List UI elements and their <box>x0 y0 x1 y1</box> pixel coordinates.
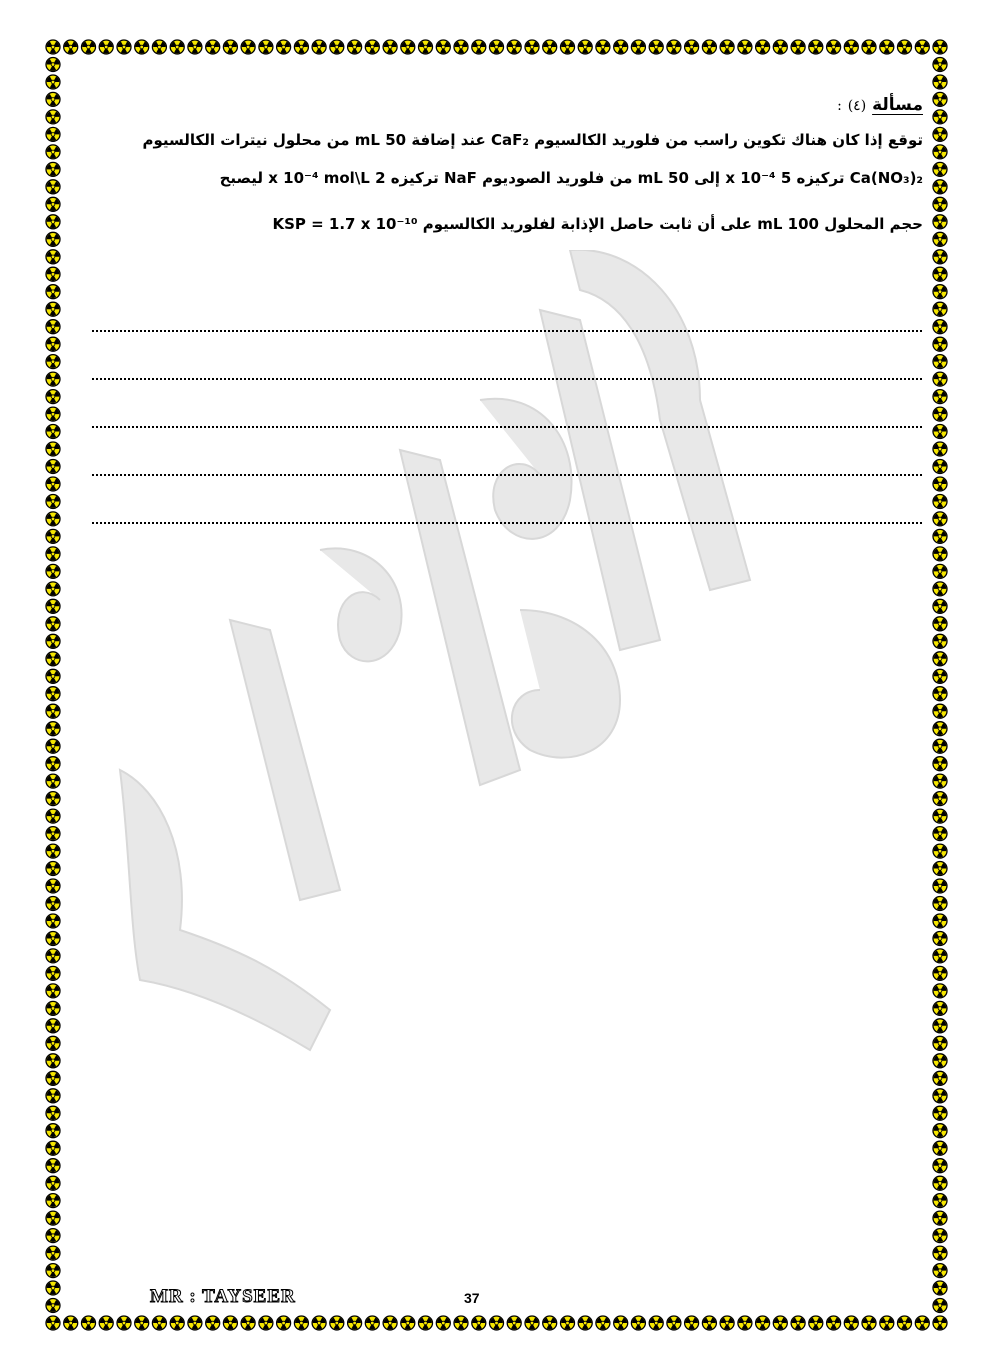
answer-line[interactable] <box>92 476 922 524</box>
radiation-icon <box>46 704 60 718</box>
radiation-icon <box>933 407 947 421</box>
radiation-icon <box>933 302 947 316</box>
radiation-icon <box>330 1316 344 1330</box>
radiation-icon <box>933 1281 947 1295</box>
radiation-icon <box>933 879 947 893</box>
radiation-icon <box>880 1316 894 1330</box>
radiation-icon <box>64 40 78 54</box>
radiation-icon <box>46 512 60 526</box>
radiation-icon <box>933 1299 947 1313</box>
radiation-icon <box>862 40 876 54</box>
radiation-icon <box>46 425 60 439</box>
radiation-icon <box>578 40 592 54</box>
radiation-icon <box>827 40 841 54</box>
radiation-icon <box>46 739 60 753</box>
radiation-icon <box>46 529 60 543</box>
answer-area <box>92 284 922 524</box>
radiation-icon <box>933 337 947 351</box>
radiation-icon <box>933 1036 947 1050</box>
radiation-icon <box>46 1001 60 1015</box>
radiation-icon <box>933 1071 947 1085</box>
radiation-icon <box>933 355 947 369</box>
radiation-icon <box>259 1316 273 1330</box>
radiation-icon <box>135 40 149 54</box>
radiation-icon <box>543 1316 557 1330</box>
radiation-icon <box>933 1264 947 1278</box>
radiation-icon <box>294 40 308 54</box>
radiation-icon <box>46 1141 60 1155</box>
radiation-icon <box>933 1176 947 1190</box>
radiation-icon <box>46 1316 60 1330</box>
problem-content <box>75 92 923 247</box>
radiation-icon <box>383 40 397 54</box>
radiation-icon <box>933 1159 947 1173</box>
radiation-icon <box>898 1316 912 1330</box>
radiation-icon <box>827 1316 841 1330</box>
radiation-icon <box>685 1316 699 1330</box>
radiation-icon <box>46 949 60 963</box>
radiation-icon <box>933 250 947 264</box>
radiation-icon <box>933 652 947 666</box>
radiation-icon <box>490 40 504 54</box>
radiation-icon <box>933 197 947 211</box>
answer-line[interactable] <box>92 332 922 380</box>
radiation-icon <box>99 40 113 54</box>
radiation-icon <box>46 92 60 106</box>
radiation-icon <box>436 1316 450 1330</box>
radiation-icon <box>46 110 60 124</box>
radiation-icon <box>933 495 947 509</box>
radiation-icon <box>933 215 947 229</box>
radiation-icon <box>294 1316 308 1330</box>
radiation-icon <box>46 215 60 229</box>
radiation-icon <box>46 564 60 578</box>
radiation-icon <box>46 460 60 474</box>
radiation-icon <box>933 390 947 404</box>
radiation-icon <box>135 1316 149 1330</box>
radiation-icon <box>915 40 929 54</box>
question-line-3: حجم المحلول 100 mL على أن ثابت حاصل الإذابة لفلوريد الكالسيوم KSP = 1.7 x 10⁻¹⁰ <box>272 215 923 233</box>
radiation-icon <box>46 1019 60 1033</box>
radiation-icon <box>348 1316 362 1330</box>
radiation-icon <box>720 40 734 54</box>
radiation-icon <box>933 634 947 648</box>
radiation-icon <box>933 75 947 89</box>
radiation-icon <box>223 40 237 54</box>
radiation-icon <box>933 582 947 596</box>
radiation-icon <box>933 267 947 281</box>
answer-line[interactable] <box>92 284 922 332</box>
radiation-icon <box>46 687 60 701</box>
radiation-icon <box>933 739 947 753</box>
radiation-icon <box>933 110 947 124</box>
radiation-icon <box>46 1054 60 1068</box>
radiation-icon <box>933 1211 947 1225</box>
radiation-icon <box>206 1316 220 1330</box>
radiation-icon <box>46 1036 60 1050</box>
radiation-icon <box>46 1229 60 1243</box>
radiation-icon <box>383 1316 397 1330</box>
radiation-icon <box>46 1194 60 1208</box>
radiation-icon <box>259 40 273 54</box>
radiation-icon <box>561 1316 575 1330</box>
radiation-icon <box>206 40 220 54</box>
radiation-icon <box>933 897 947 911</box>
radiation-icon <box>82 40 96 54</box>
radiation-icon <box>933 180 947 194</box>
radiation-icon <box>46 652 60 666</box>
radiation-icon <box>46 180 60 194</box>
radiation-icon <box>46 827 60 841</box>
radiation-icon <box>933 1054 947 1068</box>
radiation-icon <box>46 1106 60 1120</box>
problem-colon: : <box>837 98 842 114</box>
radiation-icon <box>46 127 60 141</box>
radiation-icon <box>933 460 947 474</box>
radiation-icon <box>46 1176 60 1190</box>
radiation-icon <box>525 40 539 54</box>
radiation-icon <box>454 1316 468 1330</box>
radiation-icon <box>46 145 60 159</box>
radiation-icon <box>933 914 947 928</box>
radiation-icon <box>773 1316 787 1330</box>
radiation-icon <box>401 40 415 54</box>
radiation-icon <box>933 547 947 561</box>
radiation-icon <box>277 40 291 54</box>
radiation-icon <box>46 1211 60 1225</box>
radiation-icon <box>46 320 60 334</box>
radiation-icon <box>365 1316 379 1330</box>
radiation-icon <box>933 1019 947 1033</box>
author-signature: MR : TAYSEER <box>150 1286 296 1307</box>
radiation-icon <box>933 1106 947 1120</box>
radiation-icon <box>46 757 60 771</box>
radiation-icon <box>933 477 947 491</box>
radiation-icon <box>649 40 663 54</box>
radiation-icon <box>46 495 60 509</box>
radiation-icon <box>312 1316 326 1330</box>
radiation-icon <box>898 40 912 54</box>
radiation-icon <box>46 1124 60 1138</box>
radiation-icon <box>933 1141 947 1155</box>
radiation-icon <box>46 407 60 421</box>
radiation-icon <box>507 40 521 54</box>
radiation-icon <box>933 687 947 701</box>
radiation-icon <box>46 372 60 386</box>
radiation-icon <box>82 1316 96 1330</box>
radiation-icon <box>667 40 681 54</box>
radiation-icon <box>933 827 947 841</box>
radiation-icon <box>933 669 947 683</box>
radiation-icon <box>933 58 947 72</box>
radiation-icon <box>46 774 60 788</box>
radiation-icon <box>933 722 947 736</box>
radiation-icon <box>46 966 60 980</box>
radiation-icon <box>46 337 60 351</box>
radiation-icon <box>933 1089 947 1103</box>
radiation-icon <box>933 862 947 876</box>
radiation-icon <box>933 949 947 963</box>
radiation-icon <box>46 669 60 683</box>
radiation-icon <box>46 75 60 89</box>
radiation-icon <box>241 40 255 54</box>
radiation-icon <box>862 1316 876 1330</box>
radiation-icon <box>46 1264 60 1278</box>
radiation-icon <box>46 1089 60 1103</box>
radiation-icon <box>933 512 947 526</box>
problem-title <box>75 92 923 119</box>
radiation-icon <box>46 1071 60 1085</box>
radiation-icon <box>46 722 60 736</box>
radiation-icon <box>756 40 770 54</box>
radiation-icon <box>720 1316 734 1330</box>
radiation-icon <box>46 232 60 246</box>
radiation-icon <box>933 932 947 946</box>
radiation-icon <box>507 1316 521 1330</box>
radiation-icon <box>46 582 60 596</box>
radiation-icon <box>46 914 60 928</box>
radiation-icon <box>809 40 823 54</box>
radiation-icon <box>773 40 787 54</box>
radiation-icon <box>170 1316 184 1330</box>
radiation-icon <box>472 1316 486 1330</box>
radiation-icon <box>933 145 947 159</box>
radiation-icon <box>46 547 60 561</box>
radiation-icon <box>596 40 610 54</box>
radiation-icon <box>667 1316 681 1330</box>
radiation-icon <box>933 372 947 386</box>
radiation-icon <box>223 1316 237 1330</box>
radiation-icon <box>454 40 468 54</box>
radiation-icon <box>791 40 805 54</box>
radiation-icon <box>46 599 60 613</box>
answer-line[interactable] <box>92 380 922 428</box>
radiation-icon <box>543 40 557 54</box>
radiation-icon <box>702 1316 716 1330</box>
radiation-icon <box>46 162 60 176</box>
radiation-icon <box>844 1316 858 1330</box>
radiation-icon <box>791 1316 805 1330</box>
radiation-icon <box>46 617 60 631</box>
radiation-icon <box>241 1316 255 1330</box>
radiation-icon <box>933 1001 947 1015</box>
radiation-icon <box>933 1194 947 1208</box>
radiation-icon <box>578 1316 592 1330</box>
radiation-icon <box>933 285 947 299</box>
radiation-icon <box>46 634 60 648</box>
radiation-icon <box>46 984 60 998</box>
radiation-icon <box>933 1229 947 1243</box>
radiation-icon <box>117 1316 131 1330</box>
radiation-icon <box>312 40 326 54</box>
radiation-icon <box>99 1316 113 1330</box>
radiation-icon <box>46 792 60 806</box>
radiation-icon <box>46 390 60 404</box>
radiation-icon <box>117 40 131 54</box>
radiation-icon <box>933 425 947 439</box>
radiation-icon <box>64 1316 78 1330</box>
radiation-icon <box>738 1316 752 1330</box>
radiation-icon <box>933 1246 947 1260</box>
radiation-icon <box>933 844 947 858</box>
radiation-icon <box>933 92 947 106</box>
question-line-1: توقع إذا كان هناك تكوين راسب من فلوريد الكالسيوم CaF₂ عند إضافة 50 mL من محلول نيترات الكالسيوم <box>142 131 923 149</box>
radiation-icon <box>330 40 344 54</box>
radiation-icon <box>188 1316 202 1330</box>
radiation-icon <box>933 442 947 456</box>
radiation-icon <box>365 40 379 54</box>
radiation-icon <box>933 809 947 823</box>
radiation-icon <box>188 40 202 54</box>
radiation-icon <box>46 40 60 54</box>
radiation-icon <box>738 40 752 54</box>
radiation-icon <box>614 40 628 54</box>
radiation-icon <box>46 285 60 299</box>
radiation-icon <box>631 1316 645 1330</box>
radiation-icon <box>46 809 60 823</box>
radiation-icon <box>401 1316 415 1330</box>
radiation-icon <box>46 197 60 211</box>
radiation-icon <box>419 1316 433 1330</box>
radiation-icon <box>46 897 60 911</box>
radiation-icon <box>915 1316 929 1330</box>
radiation-icon <box>933 599 947 613</box>
radiation-icon <box>933 320 947 334</box>
radiation-icon <box>933 529 947 543</box>
question-line-2: Ca(NO₃)₂ تركيزه 5 x 10⁻⁴ إلى 50 mL من فلوريد الصوديوم NaF تركيزه 2 x 10⁻⁴ mol\L ليصبح <box>219 169 923 187</box>
radiation-icon <box>46 267 60 281</box>
problem-label: مسألة <box>872 95 923 115</box>
radiation-icon <box>46 879 60 893</box>
radiation-icon <box>933 984 947 998</box>
radiation-icon <box>490 1316 504 1330</box>
radiation-icon <box>525 1316 539 1330</box>
radiation-icon <box>170 40 184 54</box>
radiation-icon <box>348 40 362 54</box>
radiation-icon <box>809 1316 823 1330</box>
radiation-icon <box>933 617 947 631</box>
radiation-icon <box>933 162 947 176</box>
radiation-icon <box>46 862 60 876</box>
radiation-icon <box>46 1281 60 1295</box>
radiation-icon <box>46 844 60 858</box>
radiation-icon <box>933 966 947 980</box>
radiation-icon <box>277 1316 291 1330</box>
radiation-icon <box>46 932 60 946</box>
radiation-icon <box>419 40 433 54</box>
problem-number: (٤) <box>847 98 867 114</box>
page-number: 37 <box>464 1290 480 1306</box>
radiation-icon <box>933 792 947 806</box>
radiation-icon <box>436 40 450 54</box>
question-text <box>75 125 923 247</box>
radiation-icon <box>46 302 60 316</box>
radiation-icon <box>152 40 166 54</box>
radiation-icon <box>46 442 60 456</box>
radiation-icon <box>472 40 486 54</box>
radiation-icon <box>561 40 575 54</box>
radiation-icon <box>46 1299 60 1313</box>
radiation-icon <box>46 355 60 369</box>
radiation-icon <box>614 1316 628 1330</box>
radiation-icon <box>596 1316 610 1330</box>
radiation-icon <box>933 704 947 718</box>
radiation-icon <box>46 1159 60 1173</box>
radiation-icon <box>46 250 60 264</box>
radiation-icon <box>933 1316 947 1330</box>
answer-line[interactable] <box>92 428 922 476</box>
radiation-icon <box>756 1316 770 1330</box>
radiation-icon <box>933 757 947 771</box>
radiation-icon <box>933 40 947 54</box>
radiation-icon <box>933 232 947 246</box>
radiation-icon <box>702 40 716 54</box>
radiation-icon <box>46 58 60 72</box>
radiation-icon <box>933 774 947 788</box>
radiation-icon <box>933 564 947 578</box>
radiation-icon <box>844 40 858 54</box>
radiation-icon <box>880 40 894 54</box>
radiation-icon <box>933 127 947 141</box>
radiation-icon <box>46 477 60 491</box>
radiation-icon <box>631 40 645 54</box>
radiation-icon <box>933 1124 947 1138</box>
radiation-icon <box>152 1316 166 1330</box>
radiation-icon <box>685 40 699 54</box>
radiation-icon <box>649 1316 663 1330</box>
radiation-icon <box>46 1246 60 1260</box>
